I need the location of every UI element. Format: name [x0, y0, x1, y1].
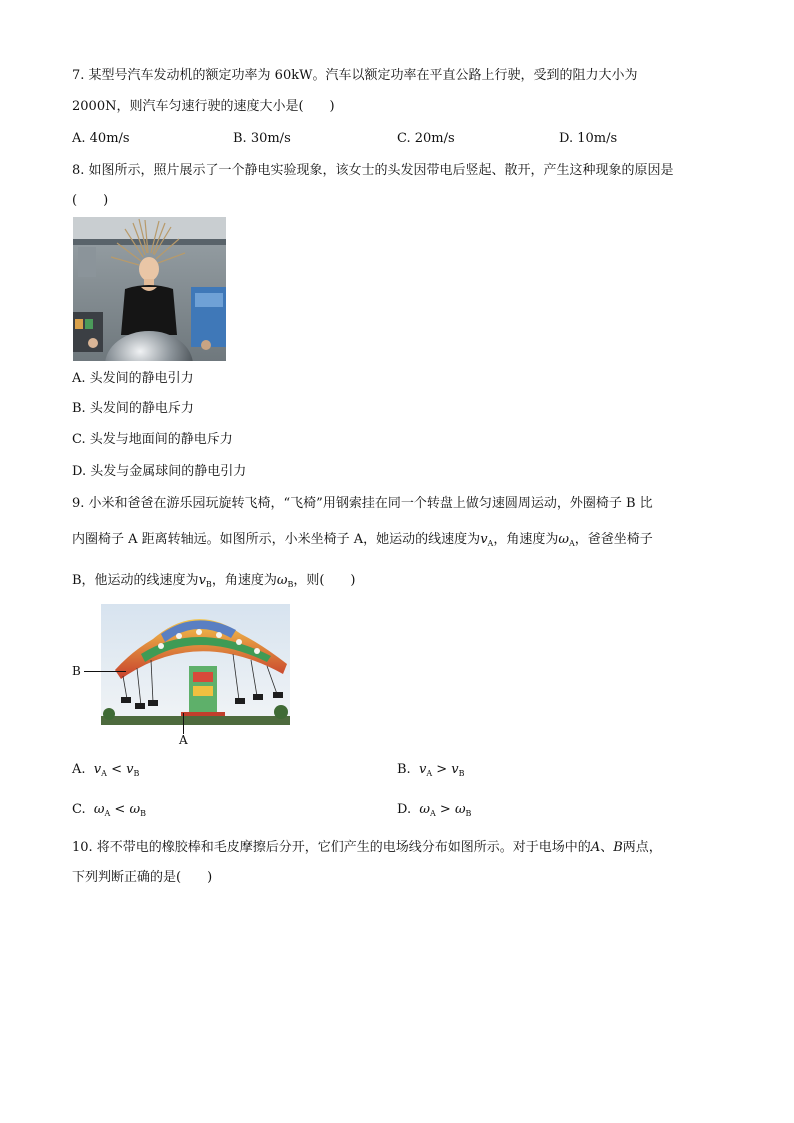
- q9-line3-text-c: ，则( ): [293, 573, 356, 588]
- subscript-b: B: [140, 809, 146, 818]
- q9-option-a: [72, 761, 139, 783]
- v-a-symbol: [480, 532, 493, 547]
- label-a: A: [179, 733, 188, 747]
- omega-symbol: ω: [93, 802, 105, 817]
- subscript-a: A: [101, 769, 107, 778]
- q10-line1-text-e: 两点，: [622, 840, 662, 855]
- q9-option-d: [397, 801, 471, 823]
- q9-line2-text-c: ，爸爸坐椅子: [574, 532, 653, 547]
- q9-stem-line2: [72, 531, 653, 553]
- q9-option-b: [397, 761, 465, 783]
- v-symbol: v: [480, 532, 488, 547]
- q9-option-c: [72, 801, 146, 823]
- option-prefix: D.: [397, 802, 412, 817]
- greater-than: >: [439, 802, 451, 817]
- q10-stem-line1: [72, 839, 662, 857]
- q9-line2-text-b: ，角速度为: [493, 532, 559, 547]
- swing-ride-photo: [101, 604, 290, 725]
- option-prefix: A.: [72, 762, 86, 777]
- q9-line2-text-a: 内圈椅子 A 距离转轴远。如图所示，小米坐椅子 A，她运动的线速度为: [72, 532, 481, 547]
- subscript-b: B: [458, 769, 465, 778]
- subscript-b: B: [133, 769, 140, 778]
- q7-option-b: B. 30m/s: [233, 131, 291, 146]
- subscript-b: B: [205, 580, 212, 589]
- q8-option-b: B. 头发间的静电斥力: [72, 401, 194, 416]
- omega-symbol: ω: [276, 573, 288, 588]
- point-b: B: [613, 840, 623, 855]
- point-a: A: [590, 840, 601, 855]
- q8-stem-line2: ( ): [72, 193, 109, 208]
- omega-b-symbol: [277, 573, 294, 588]
- q7-stem-line1: 7. 某型号汽车发动机的额定功率为 60kW。汽车以额定功率在平直公路上行驶，受到的阻力大小为: [72, 68, 638, 83]
- v-symbol: v: [451, 762, 459, 777]
- v-b-symbol: [199, 573, 212, 588]
- static-electricity-photo: [73, 217, 226, 361]
- q9-stem-line1: 9. 小米和爸爸在游乐园玩旋转飞椅，“飞椅”用钢索挂在同一个转盘上做匀速圆周运动，外圈椅子 B 比: [72, 496, 653, 511]
- subscript-b: B: [287, 580, 294, 589]
- omega-symbol: ω: [419, 802, 430, 817]
- v-symbol: v: [93, 762, 102, 777]
- q9-stem-line3: [72, 572, 355, 594]
- q9-line3-text-a: B，他运动的线速度为: [72, 573, 199, 588]
- omega-a-symbol: [558, 532, 574, 547]
- subscript-b: B: [465, 809, 472, 818]
- greater-than: >: [436, 762, 448, 777]
- pointer-line-b: [84, 671, 126, 672]
- omega-symbol: ω: [454, 802, 466, 817]
- subscript-a: A: [429, 809, 436, 818]
- subscript-a: A: [568, 539, 575, 548]
- subscript-a: A: [426, 769, 433, 778]
- q7-stem-line2: 2000N，则汽车匀速行驶的速度大小是( ): [72, 99, 335, 114]
- omega-symbol: ω: [558, 532, 569, 547]
- q8-option-c: C. 头发与地面间的静电斥力: [72, 432, 233, 447]
- v-symbol: v: [198, 573, 206, 588]
- less-than: <: [111, 762, 122, 777]
- q10-line1-text-a: 10. 将不带电的橡胶棒和毛皮摩擦后分开，它们产生的电场线分布如图所示。对于电场中的: [72, 840, 591, 855]
- q8-option-d: D. 头发与金属球间的静电引力: [72, 464, 247, 479]
- subscript-a: A: [104, 809, 111, 818]
- label-b: B: [72, 664, 81, 678]
- pointer-line-a: [183, 713, 184, 734]
- subscript-a: A: [487, 539, 494, 548]
- q10-stem-line2: 下列判断正确的是( ): [72, 870, 213, 885]
- option-prefix: C.: [72, 802, 86, 817]
- q7-option-d: D. 10m/s: [559, 131, 618, 146]
- q7-option-c: C. 20m/s: [397, 131, 455, 146]
- omega-symbol: ω: [129, 802, 141, 817]
- less-than: <: [114, 802, 126, 817]
- v-symbol: v: [126, 762, 134, 777]
- v-symbol: v: [418, 762, 427, 777]
- q10-line1-text-c: 、: [600, 840, 614, 855]
- option-prefix: B.: [397, 762, 411, 777]
- q8-option-a: A. 头发间的静电引力: [72, 371, 194, 386]
- q9-line3-text-b: ，角速度为: [211, 573, 277, 588]
- q7-option-a: A. 40m/s: [72, 131, 130, 146]
- q8-stem-line1: 8. 如图所示，照片展示了一个静电实验现象，该女士的头发因带电后竖起、散开，产生这种现象的原因是: [72, 163, 674, 178]
